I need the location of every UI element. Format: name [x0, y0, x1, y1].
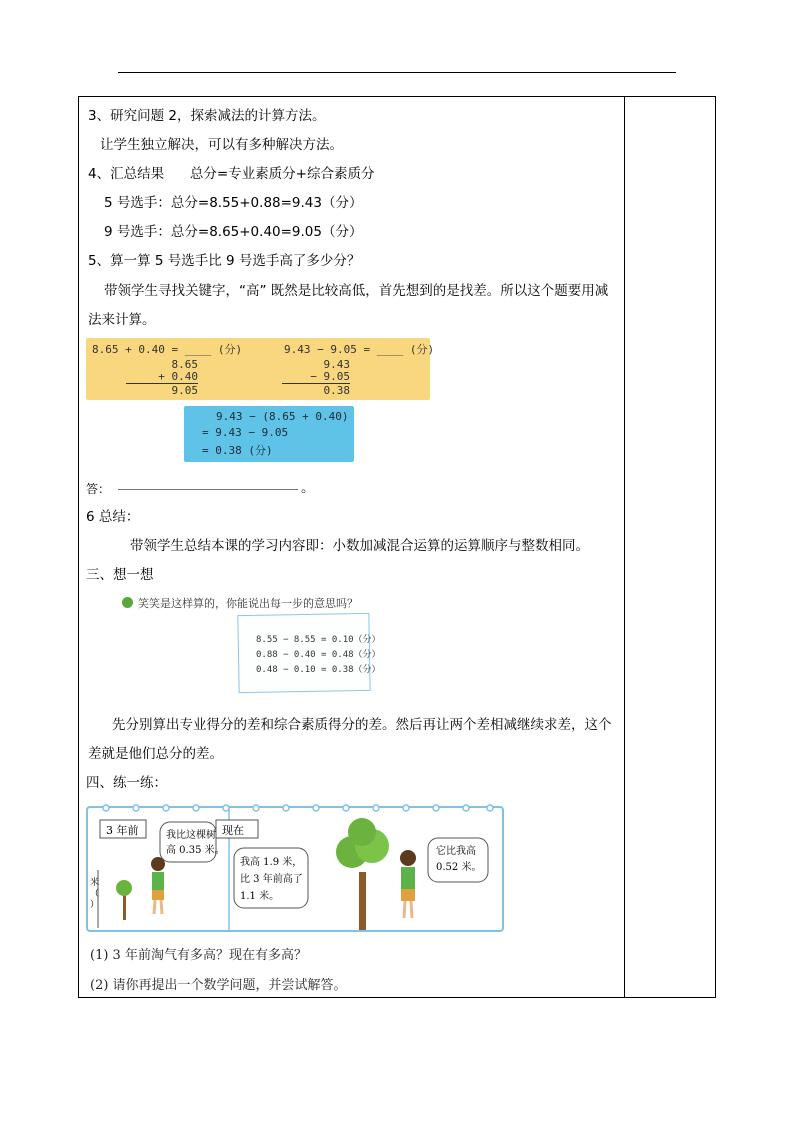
calc-v1-b: + 0.40 [126, 370, 198, 384]
bubble-1 [166, 828, 225, 858]
think-explanation: 先分别算出专业得分的差和综合素质得分的差。然后再让两个差相减继续求差，这个差就是他们总分的差。 [88, 717, 612, 762]
calc-eq-1: 8.65 + 0.40 = ____ (分) [92, 343, 243, 356]
header-rule [118, 72, 676, 73]
calculation-image [86, 334, 435, 464]
bubble-2 [240, 854, 303, 905]
calc-eq-2: 9.43 − 9.05 = ____ (分) [284, 343, 435, 356]
section-practice: 四、练一练： [86, 775, 167, 791]
keyword-paragraph: 带领学生寻找关键字，“高” 既然是比较高低，首先想到的是找差。所以这个题要用减法来计算。 [88, 283, 609, 328]
step-3-detail: 让学生独立解决，可以有多种解决方法。 [100, 137, 343, 153]
green-dot-icon [122, 597, 133, 608]
practice-image [86, 802, 504, 998]
answer-end: 。 [301, 480, 315, 496]
bubble-2-line-1: 我高 1.9 米， [240, 857, 303, 868]
bubble-3-line-2: 0.52 米。 [436, 862, 482, 873]
calc-v2-a: 9.43 [323, 358, 350, 371]
section-think: 三、想一想 [86, 567, 154, 583]
calc-s3: = 0.38 (分) [202, 444, 273, 457]
label-now: 现在 [222, 824, 244, 837]
think-row-2: 0.88 − 0.40 = 0.48（分） [256, 650, 381, 660]
practice-question-1: (1) 3 年前淘气有多高？现在有多高？ [90, 948, 307, 963]
ring-holes [103, 805, 493, 811]
practice-question-2: (2) 请你再提出一个数学问题，并尝试解答。 [90, 978, 347, 993]
calc-s1: 9.43 − (8.65 + 0.40) [216, 410, 349, 423]
think-row-3: 0.48 − 0.10 = 0.38（分） [256, 665, 381, 675]
table-column-divider [624, 96, 625, 998]
ruler-label: 米（ ） [90, 878, 100, 910]
think-prompt: 笑笑是这样算的，你能说出每一步的意思吗？ [138, 597, 358, 610]
label-3-years-ago: 3 年前 [106, 824, 139, 837]
calc-v1-a: 8.65 [171, 358, 198, 371]
answer-label: 答： [86, 482, 111, 496]
step-4-text: 4、汇总结果 总分=专业素质分+综合素质分 [88, 166, 375, 182]
think-image [118, 592, 418, 694]
bubble-1-line-1: 我比这棵树 [166, 830, 216, 841]
calc-v2-b: − 9.05 [282, 370, 350, 384]
think-row-1: 8.55 − 8.55 = 0.10（分） [256, 635, 381, 645]
step-3-text: 3、研究问题 2，探索减法的计算方法。 [88, 108, 326, 124]
summary-text: 带领学生总结本课的学习内容即：小数加减混合运算的运算顺序与整数相同。 [130, 538, 589, 554]
summary-title: 6 总结： [86, 509, 140, 525]
bubble-3 [436, 844, 481, 876]
bubble-1-line-2: 高 0.35 米。 [166, 845, 225, 856]
calc-v1-c: 9.05 [171, 384, 198, 397]
calc-s2: = 9.43 − 9.05 [202, 426, 289, 439]
player-9-total: 9 号选手：总分=8.65+0.40=9.05（分） [104, 224, 363, 240]
step-5-text: 5、算一算 5 号选手比 9 号选手高了多少分？ [88, 253, 361, 269]
bubble-2-line-2: 比 3 年前高了 [240, 874, 303, 885]
bubble-2-line-3: 1.1 米。 [240, 891, 280, 902]
calc-v2-c: 0.38 [323, 384, 350, 397]
answer-blank [118, 489, 298, 490]
player-5-total: 5 号选手：总分=8.55+0.88=9.43（分） [104, 195, 363, 211]
bubble-3-line-1: 它比我高 [436, 846, 476, 857]
